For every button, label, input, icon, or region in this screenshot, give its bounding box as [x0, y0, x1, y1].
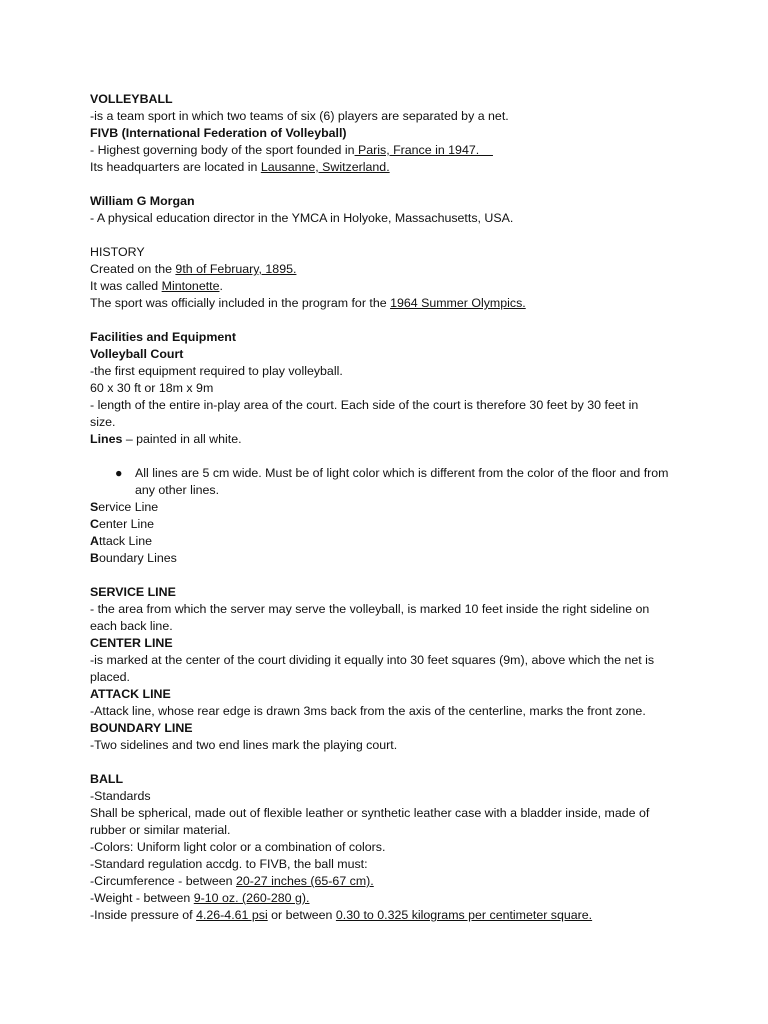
called-suffix: .	[219, 279, 223, 293]
line-type-initial: B	[90, 551, 99, 565]
pressure-psi-link: 4.26-4.61 psi	[196, 908, 268, 922]
line-type-center	[90, 516, 680, 533]
volleyball-heading: VOLLEYBALL	[90, 92, 173, 106]
headquarters-text: Its headquarters are located in	[90, 160, 261, 174]
fivb-founded-text: - Highest governing body of the sport founded in	[90, 143, 355, 157]
line-type-initial: A	[90, 534, 99, 548]
ball-heading: BALL	[90, 772, 124, 786]
document-page	[90, 91, 680, 924]
pressure-kg-link: 0.30 to 0.325 kilograms per centimeter square.	[335, 908, 593, 922]
pressure-text: -Inside pressure of	[90, 908, 197, 922]
ball-shall-line-1: Shall be spherical, made out of flexible leather or synthetic leather case with a bladder inside, made of	[90, 806, 650, 820]
lines-line	[90, 431, 680, 448]
created-text: Created on the	[90, 262, 176, 276]
line-type-rest: ttack Line	[98, 534, 152, 548]
olympics-line	[90, 295, 680, 312]
line-type-boundary	[90, 550, 680, 567]
fivb-founded-line	[90, 142, 680, 159]
attack-line-heading: ATTACK LINE	[90, 687, 171, 701]
headquarters-line	[90, 159, 680, 176]
fivb-heading: FIVB (International Federation of Volleyball)	[90, 126, 347, 140]
court-length-line-1: - length of the entire in-play area of the court. Each side of the court is therefore 30 feet by 30 feet in	[90, 398, 639, 412]
bullet-text-line-1: All lines are 5 cm wide. Must be of light color which is different from the color of the floor and from	[135, 466, 669, 480]
line-type-rest: ervice Line	[98, 500, 159, 514]
ball-standards: -Standards	[90, 789, 151, 803]
ball-shall-line-2: rubber or similar material.	[90, 823, 231, 837]
bullet-dot-icon: ●	[115, 466, 123, 480]
weight-text: -Weight - between	[90, 891, 194, 905]
morgan-description: - A physical education director in the YMCA in Holyoke, Massachusetts, USA.	[90, 211, 514, 225]
line-type-initial: C	[90, 517, 99, 531]
attack-line-desc: -Attack line, whose rear edge is drawn 3ms back from the axis of the centerline, marks the front zone.	[90, 704, 646, 718]
olympics-link: 1964 Summer Olympics.	[390, 296, 526, 310]
fivb-founded-link: Paris, France in 1947.	[354, 143, 493, 157]
service-line-desc-1: - the area from which the server may serve the volleyball, is marked 10 feet inside the right sideline on	[90, 602, 650, 616]
line-type-rest: oundary Lines	[98, 551, 177, 565]
lines-label: Lines	[90, 432, 123, 446]
ball-circumference-line	[90, 873, 680, 890]
bullet-text-line-2: any other lines.	[135, 483, 220, 497]
lines-bullet-item	[90, 465, 680, 499]
service-line-heading: SERVICE LINE	[90, 585, 176, 599]
created-date-link: 9th of February, 1895.	[175, 262, 297, 276]
headquarters-link: Lausanne, Switzerland.	[260, 160, 390, 174]
center-line-desc-2: placed.	[90, 670, 130, 684]
line-type-service	[90, 499, 680, 516]
line-type-initial: S	[90, 500, 99, 514]
circumference-text: -Circumference - between	[90, 874, 236, 888]
ball-regulation: -Standard regulation accdg. to FIVB, the ball must:	[90, 857, 368, 871]
ball-colors: -Colors: Uniform light color or a combination of colors.	[90, 840, 386, 854]
court-description: -the first equipment required to play volleyball.	[90, 364, 343, 378]
court-size: 60 x 30 ft or 18m x 9m	[90, 381, 214, 395]
created-line	[90, 261, 680, 278]
olympics-text: The sport was officially included in the program for the	[90, 296, 391, 310]
weight-link: 9-10 oz. (260-280 g).	[193, 891, 310, 905]
ball-weight-line	[90, 890, 680, 907]
mintonette-link: Mintonette	[161, 279, 220, 293]
facilities-heading: Facilities and Equipment	[90, 330, 236, 344]
boundary-line-heading: BOUNDARY LINE	[90, 721, 193, 735]
volleyball-definition: -is a team sport in which two teams of six (6) players are separated by a net.	[90, 109, 509, 123]
pressure-mid-text: or between	[267, 908, 336, 922]
called-line	[90, 278, 680, 295]
ball-pressure-line	[90, 907, 680, 924]
center-line-desc-1: -is marked at the center of the court dividing it equally into 30 feet squares (9m), above which the net is	[90, 653, 655, 667]
circumference-link: 20-27 inches (65-67 cm).	[236, 874, 374, 888]
court-heading: Volleyball Court	[90, 347, 184, 361]
lines-description: – painted in all white.	[122, 432, 242, 446]
service-line-desc-2: each back line.	[90, 619, 173, 633]
morgan-heading: William G Morgan	[90, 194, 195, 208]
history-heading: HISTORY	[90, 245, 145, 259]
center-line-heading: CENTER LINE	[90, 636, 173, 650]
line-type-attack	[90, 533, 680, 550]
line-type-rest: enter Line	[98, 517, 155, 531]
court-length-line-2: size.	[90, 415, 116, 429]
called-text: It was called	[90, 279, 162, 293]
boundary-line-desc: -Two sidelines and two end lines mark the playing court.	[90, 738, 398, 752]
